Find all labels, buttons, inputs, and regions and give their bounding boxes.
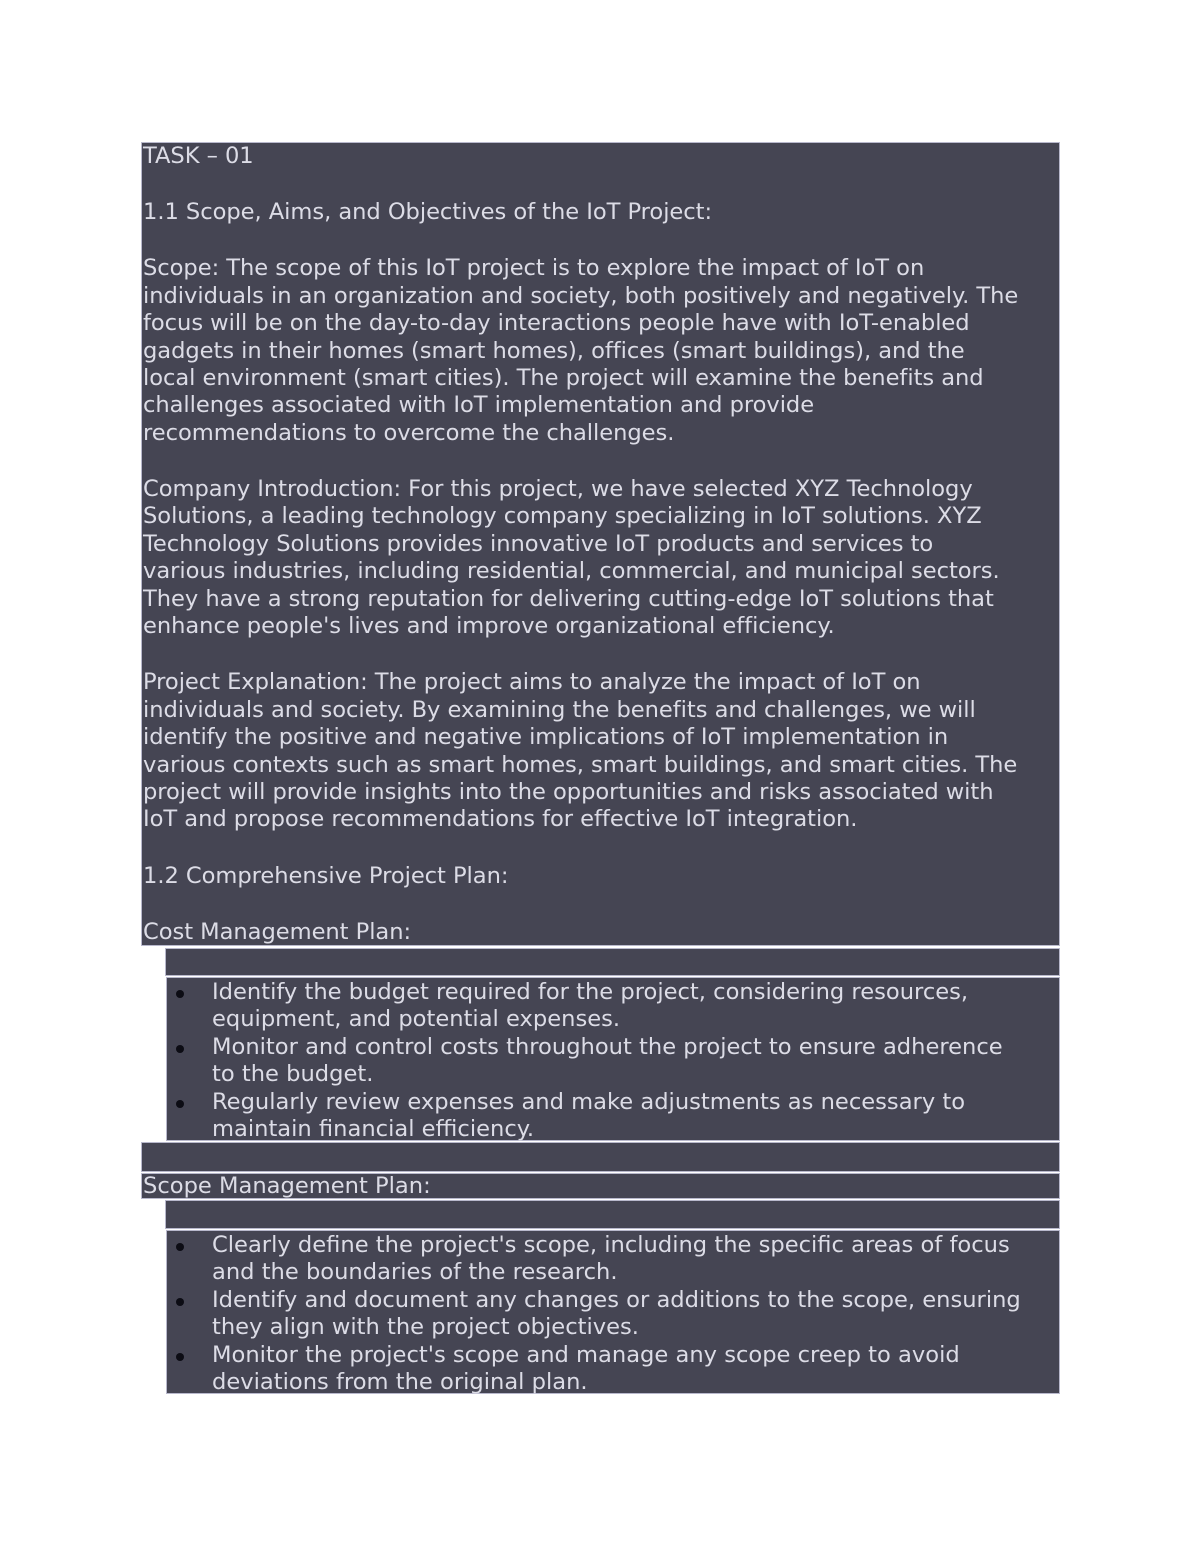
bullet-icon [176, 990, 184, 998]
cost-heading: Cost Management Plan: [143, 918, 412, 945]
task-title: TASK – 01 [143, 143, 254, 169]
scope-list-spacer-bar [165, 1200, 1060, 1229]
list-item: Regularly review expenses and make adjustments as necessary to maintain financial efficiency. [167, 1089, 1059, 1144]
scope-list [166, 1230, 1060, 1394]
bullet-icon [176, 1353, 184, 1361]
bullet-icon [176, 1045, 184, 1053]
list-item: Monitor and control costs throughout the project to ensure adherence to the budget. [167, 1034, 1059, 1089]
bullet-icon [176, 1243, 184, 1251]
scope-heading: Scope Management Plan: [141, 1173, 1060, 1199]
section-1-1-heading: 1.1 Scope, Aims, and Objectives of the IoT Project: [143, 199, 713, 226]
list-item: Identify and document any changes or additions to the scope, ensuring they align with the project objectives. [167, 1287, 1059, 1342]
bullet-icon [176, 1100, 184, 1108]
bullet-icon [176, 1298, 184, 1306]
company-paragraph: Company Introduction: For this project, we have selected XYZ Technology Solutions, a leading technology company specializing in IoT solutions. XYZ Technology Solutions provides innovative IoT products and services to various industries, including residential, commercial, and municipal sectors. They have a strong reputation for delivering cutting-edge IoT solutions that enhance people's lives and improve organizational efficiency. [143, 476, 1000, 640]
list-item: Clearly define the project's scope, including the specific areas of focus and the boundaries of the research. [167, 1232, 1059, 1287]
cost-list-spacer-bar [165, 948, 1060, 976]
list-item: Monitor the project's scope and manage any scope creep to avoid deviations from the original plan. [167, 1342, 1059, 1397]
section-1-2-heading: 1.2 Comprehensive Project Plan: [143, 862, 509, 889]
project-paragraph: Project Explanation: The project aims to analyze the impact of IoT on individuals and society. By examining the benefits and challenges, we will identify the positive and negative implications of IoT implementation in various contexts such as smart homes, smart buildings, and smart cities. The project will provide insights into the opportunities and risks associated with IoT and propose recommendations for effective IoT integration. [143, 669, 1018, 833]
cost-list [166, 977, 1060, 1141]
list-item: Identify the budget required for the project, considering resources, equipment, and potential expenses. [167, 979, 1059, 1034]
scope-paragraph: Scope: The scope of this IoT project is to explore the impact of IoT on individuals in an organization and society, both positively and negatively. The focus will be on the day-to-day interactions people have with IoT-enabled gadgets in their homes (smart homes), offices (smart buildings), and the local environment (smart cities). The project will examine the benefits and challenges associated with IoT implementation and provide recommendations to overcome the challenges. [143, 255, 1019, 446]
section-spacer-bar [141, 1142, 1060, 1172]
document-main-block [141, 142, 1060, 946]
